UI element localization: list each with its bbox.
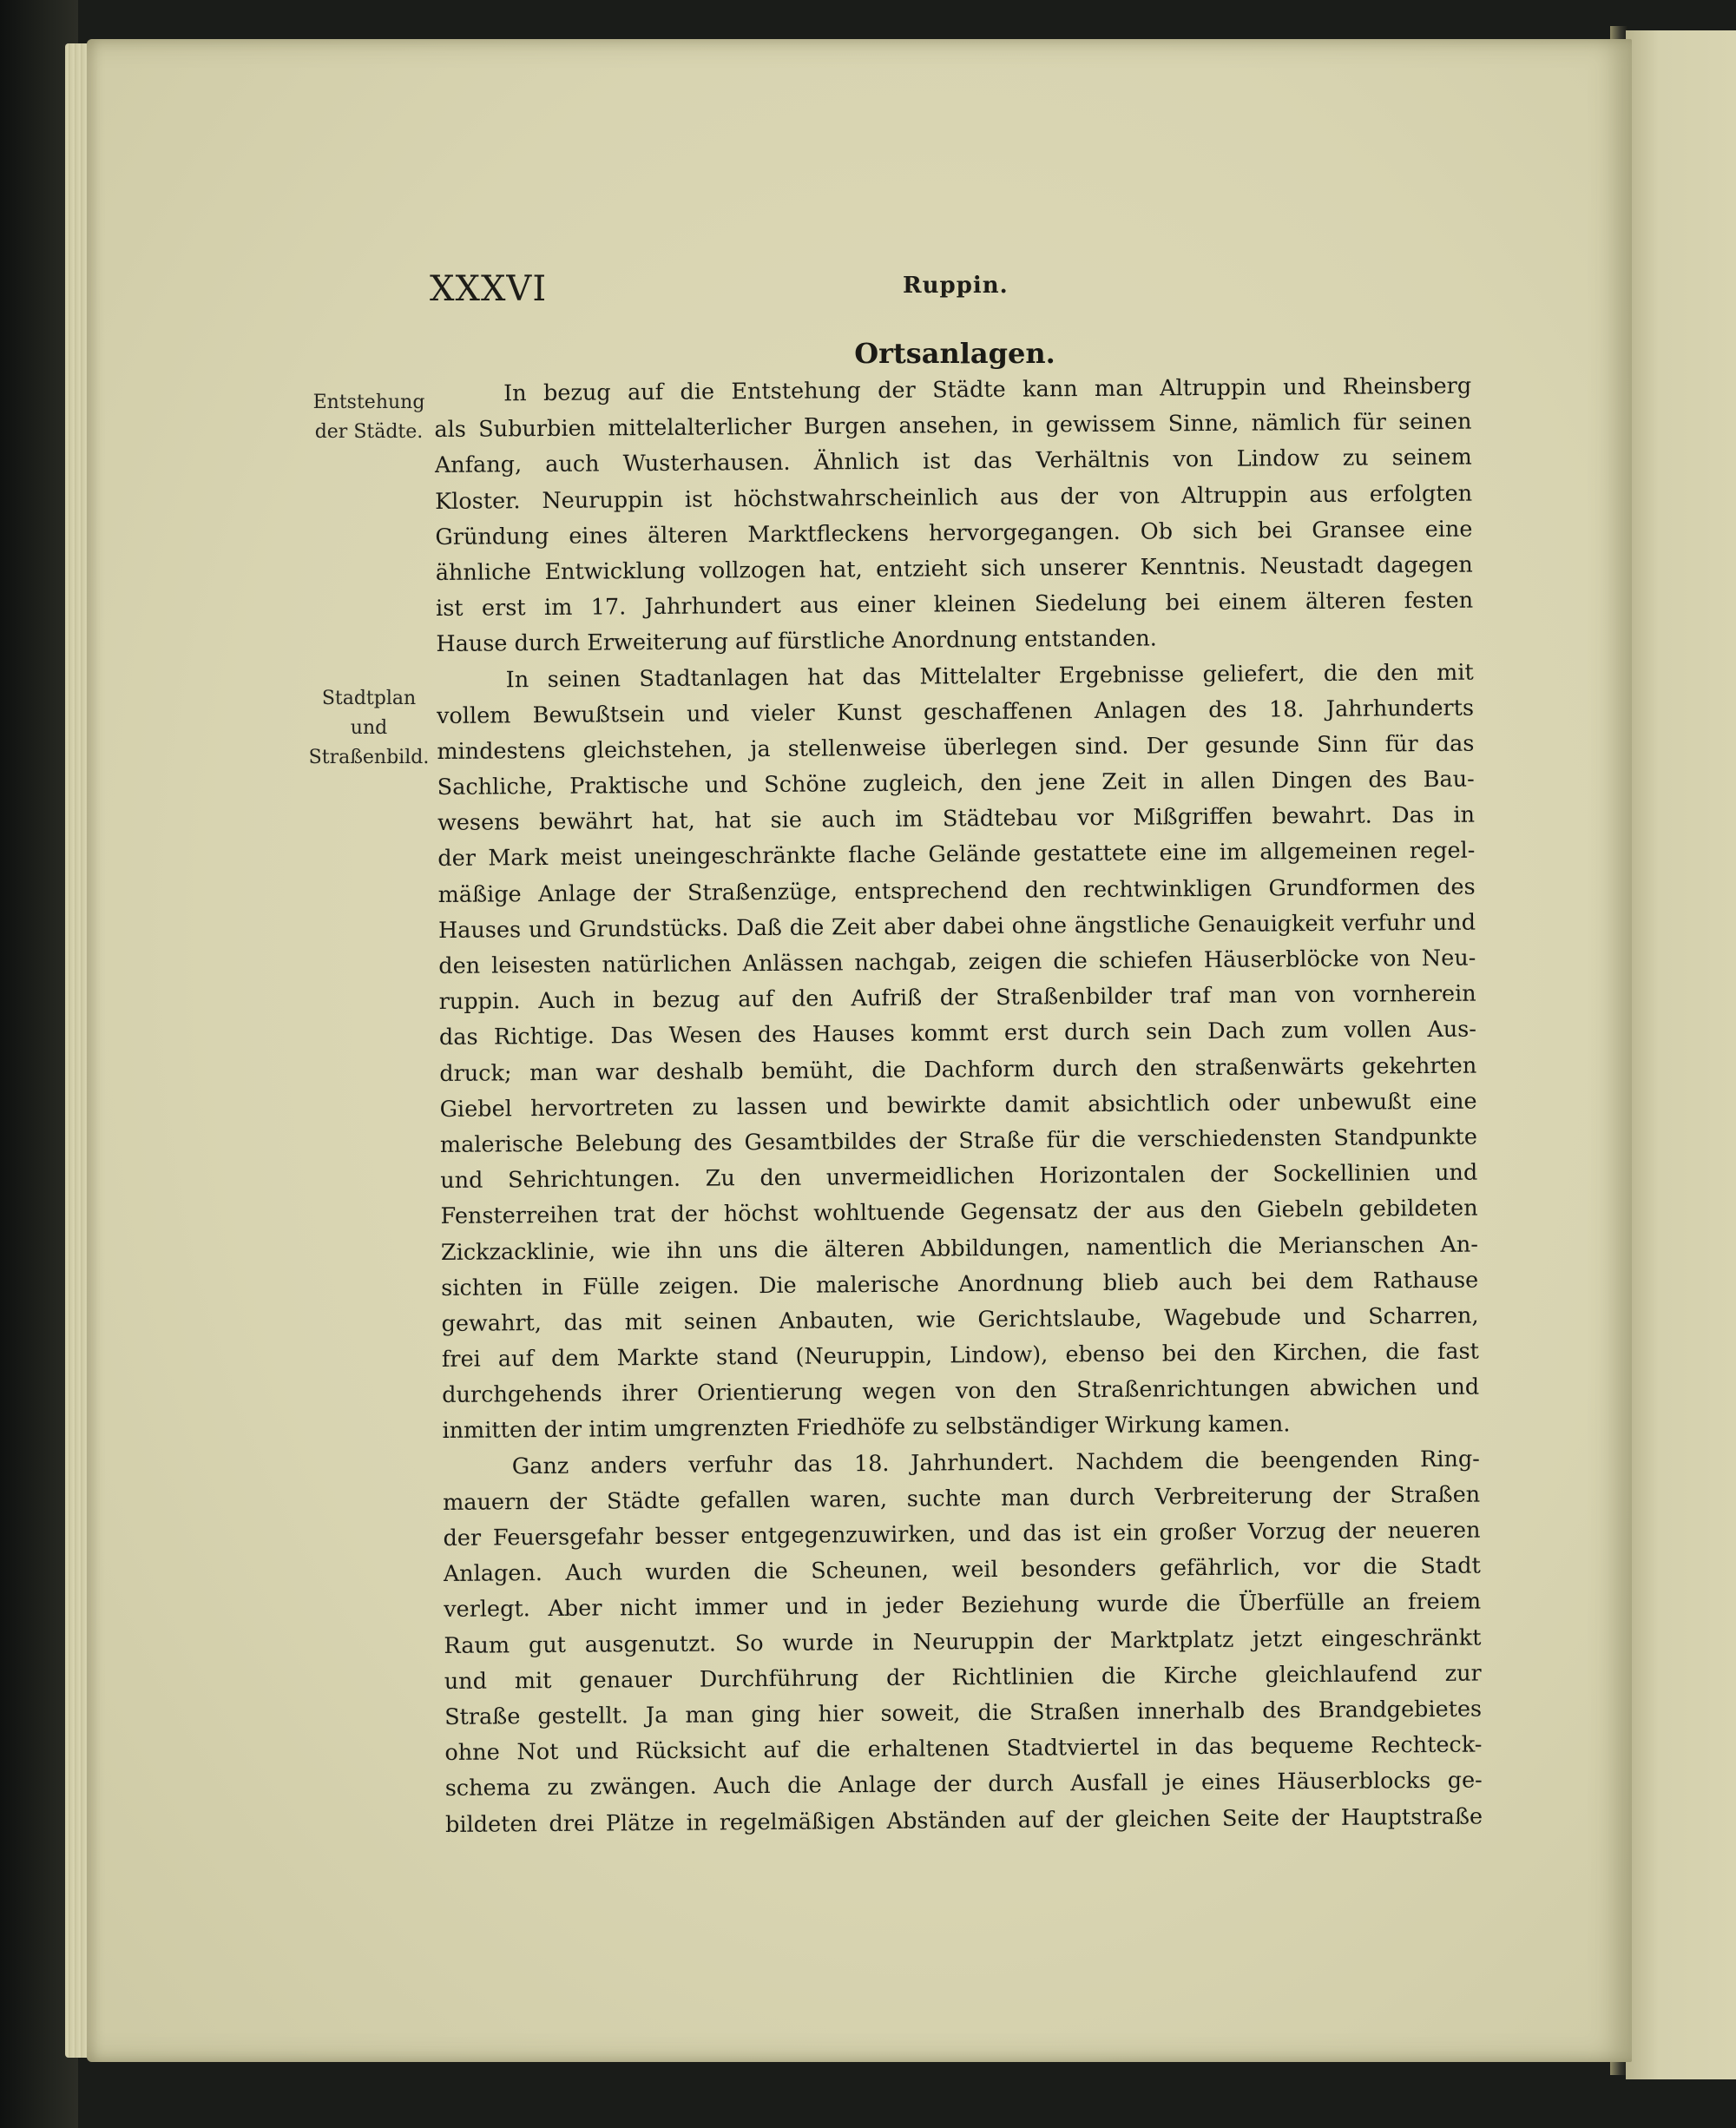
text-line: inmitten der intim umgrenzten Friedhöfe zu selbständiger Wirkung kamen. — [442, 1411, 1291, 1445]
text-line: In bezug auf die Entstehung der Städte kann man Altruppin und Rheinsberg — [503, 372, 1472, 407]
sidenote-line: der Städte. — [314, 421, 424, 443]
text-line: In seinen Stadtanlagen hat das Mittelalter Ergebnisse geliefert, die den mit — [505, 659, 1474, 693]
text-line: schema zu zwängen. Auch die Anlage der durch Ausfall je eines Häuserblocks ge- — [444, 1767, 1483, 1802]
body-text — [434, 369, 1483, 1843]
text-line: verlegt. Aber nicht immer und in jeder Beziehung wurde die Überfülle an freiem — [444, 1588, 1482, 1624]
text-line: Kloster. Neuruppin ist höchstwahrscheinlich aus der von Altruppin aus erfolgten — [435, 480, 1473, 515]
text-line: vollem Bewußtsein und vieler Kunst geschaffenen Anlagen des 18. Jahrhunderts — [436, 695, 1475, 729]
text-line: bildeten drei Plätze in regelmäßigen Abständen auf der gleichen Seite der Hauptstraße — [444, 1803, 1483, 1838]
text-line: Fensterreihen trat der höchst wohltuende Gegensatz der aus den Giebeln gebildeten — [440, 1195, 1478, 1230]
text-line: Giebel hervortreten zu lassen und bewirkte damit absichtlich oder unbewußt eine — [439, 1088, 1477, 1123]
sidenote-line: Straßenbild. — [308, 747, 430, 768]
paragraph-3 — [443, 1441, 1483, 1842]
text-line: Anfang, auch Wusterhausen. Ähnlich ist das Verhältnis von Lindow zu seinem — [434, 444, 1472, 479]
text-line: malerische Belebung des Gesamtbildes der Straße für die verschiedensten Standpunkte — [439, 1123, 1478, 1158]
text-line: der Feuersgefahr besser entgegenzuwirken, und das ist ein großer Vorzug der neueren — [443, 1517, 1481, 1552]
text-line: durchgehends ihrer Orientierung wegen von den Straßenrichtungen abwichen und — [442, 1374, 1480, 1409]
paragraph-1 — [434, 369, 1474, 663]
text-line: Sachliche, Praktische und Schöne zugleich, den jene Zeit in allen Dingen des Bau- — [437, 766, 1475, 801]
text-line: ruppin. Auch in bezug auf den Aufriß der Straßenbilder traf man von vornherein — [438, 980, 1476, 1016]
facing-page — [1626, 30, 1736, 2079]
text-line: Hauses und Grundstücks. Daß die Zeit aber dabei ohne ängstliche Genauigkeit verfuhr und — [437, 909, 1476, 944]
running-title: Ruppin. — [903, 273, 1009, 299]
text-line: gewahrt, das mit seinen Anbauten, wie Gerichtslaube, Wagebude und Scharren, — [441, 1302, 1479, 1337]
text-line: frei auf dem Markte stand (Neuruppin, Lindow), ebenso bei den Kirchen, die fast — [441, 1338, 1479, 1374]
running-head — [430, 269, 1471, 321]
text-line: Anlagen. Auch wurden die Scheunen, weil besonders gefährlich, vor die Stadt — [443, 1552, 1481, 1588]
text-line: der Mark meist uneingeschränkte flache Gelände gestattete eine im allgemeinen regel- — [437, 838, 1476, 873]
text-line: mindestens gleichstehen, ja stellenweise überlegen sind. Der gesunde Sinn für das — [437, 730, 1475, 765]
text-line: mauern der Städte gefallen waren, suchte man durch Verbreiterung der Straßen — [443, 1481, 1481, 1516]
text-line: Straße gestellt. Ja man ging hier soweit, die Straßen innerhalb des Brandgebietes — [444, 1696, 1483, 1730]
text-line: und Sehrichtungen. Zu den unvermeidlichen Horizontalen der Sockellinien und — [440, 1159, 1478, 1195]
sidenote-line: Stadtplan — [321, 688, 417, 709]
text-line: Raum gut ausgenutzt. So wurde in Neuruppin der Marktplatz jetzt eingeschränkt — [444, 1624, 1482, 1659]
text-line: sichten in Fülle zeigen. Die malerische Anordnung blieb auch bei dem Rathause — [441, 1267, 1479, 1301]
text-line: ohne Not und Rücksicht auf die erhaltenen Stadtviertel in das bequeme Rechteck- — [444, 1731, 1483, 1767]
text-line: druck; man war deshalb bemüht, die Dachform durch den straßenwärts gekehrten — [439, 1052, 1477, 1087]
sidenote-stadtplan — [299, 684, 438, 773]
text-line: ist erst im 17. Jahrhundert aus einer kleinen Siedelung bei einem älteren festen — [435, 587, 1474, 623]
text-line: als Suburbien mittelalterlicher Burgen ansehen, in gewissem Sinne, nämlich für seinen — [434, 408, 1472, 444]
text-line: ähnliche Entwicklung vollzogen hat, entzieht sich unserer Kenntnis. Neustadt dagegen — [435, 551, 1473, 586]
sidenote-entstehung — [299, 388, 438, 447]
sidenote-line: Entstehung — [312, 392, 425, 413]
text-line: mäßige Anlage der Straßenzüge, entsprechend den rechtwinkligen Grundformen des — [437, 873, 1476, 908]
sidenote-line: und — [350, 717, 388, 739]
text-line: Ganz anders verfuhr das 18. Jahrhundert. Nachdem die beengenden Ring- — [511, 1446, 1480, 1479]
text-line: das Richtige. Das Wesen des Hauses kommt erst durch sein Dach zum vollen Aus- — [438, 1016, 1477, 1051]
section-heading: Ortsanlagen. — [854, 337, 1055, 370]
text-line: Gründung eines älteren Marktfleckens hervorgegangen. Ob sich bei Gransee eine — [435, 516, 1473, 550]
text-line: wesens bewährt hat, hat sie auch im Städtebau vor Mißgriffen bewahrt. Das in — [437, 801, 1476, 837]
paragraph-2 — [437, 655, 1480, 1449]
page-number: XXXVI — [430, 269, 548, 309]
text-line: und mit genauer Durchführung der Richtlinien die Kirche gleichlaufend zur — [444, 1660, 1482, 1695]
text-line: Zickzacklinie, wie ihn uns die älteren Abbildungen, namentlich die Merianschen An- — [440, 1231, 1479, 1266]
text-line: den leisesten natürlichen Anlässen nachgab, zeigen die schiefen Häuserblöcke von Neu- — [438, 945, 1476, 979]
text-line: Hause durch Erweiterung auf fürstliche Anordnung entstanden. — [436, 625, 1157, 658]
